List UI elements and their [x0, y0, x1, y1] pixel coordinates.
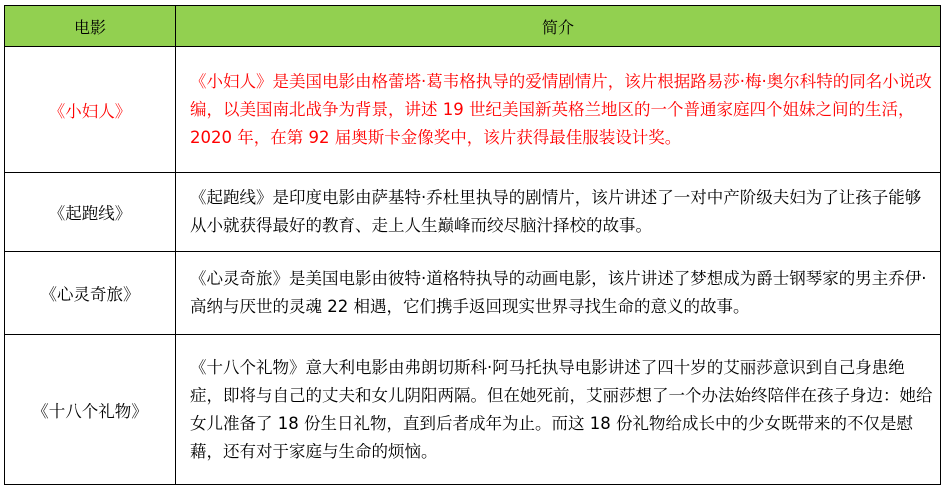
header-row	[5, 6, 941, 47]
movie-description: 《心灵奇旅》是美国电影由彼特·道格特执导的动画电影，该片讲述了梦想成为爵士钢琴家的男主乔伊·高纳与厌世的灵魂 22 相遇，它们携手返回现实世界寻找生命的意义的故事。	[176, 252, 941, 335]
movie-title: 《十八个礼物》	[5, 335, 176, 485]
movie-title: 《小妇人》	[5, 47, 176, 173]
table-row	[5, 47, 941, 173]
header-movie: 电影	[5, 6, 176, 47]
movie-description: 《起跑线》是印度电影由萨基特·乔杜里执导的剧情片，该片讲述了一对中产阶级夫妇为了让孩子能够从小就获得最好的教育、走上人生巅峰而绞尽脑汁择校的故事。	[176, 173, 941, 252]
table-row	[5, 252, 941, 335]
movie-description: 《小妇人》是美国电影由格蕾塔·葛韦格执导的爱情剧情片，该片根据路易莎·梅·奥尔科特的同名小说改编，以美国南北战争为背景，讲述 19 世纪美国新英格兰地区的一个普通家庭四个姐妹之间的生活，2020 年，在第 92 届奥斯卡金像奖中，该片获得最佳服装设计奖。	[176, 47, 941, 173]
movie-description: 《十八个礼物》意大利电影由弗朗切斯科·阿马托执导电影讲述了四十岁的艾丽莎意识到自己身患绝症，即将与自己的丈夫和女儿阴阳两隔。但在她死前，艾丽莎想了一个办法始终陪伴在孩子身边：她给女儿准备了 18 份生日礼物，直到后者成年为止。而这 18 份礼物给成长中的少女既带来的不仅是慰藉，还有对于家庭与生命的烦恼。	[176, 335, 941, 485]
header-intro: 简介	[176, 6, 941, 47]
table-row	[5, 173, 941, 252]
movie-title: 《起跑线》	[5, 173, 176, 252]
movie-table	[4, 5, 941, 485]
table-row	[5, 335, 941, 485]
movie-title: 《心灵奇旅》	[5, 252, 176, 335]
